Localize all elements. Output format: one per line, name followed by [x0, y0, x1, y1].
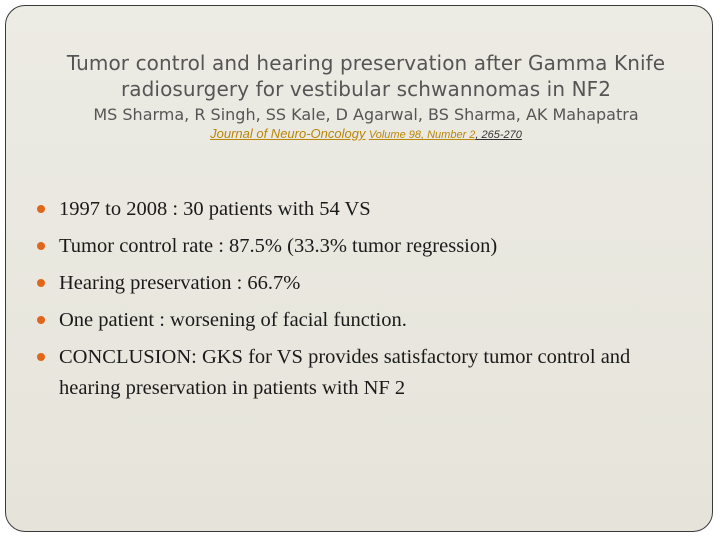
- bullet-item: [36, 194, 686, 225]
- bullet-dot-icon: [37, 205, 45, 213]
- bullet-text: One patient : worsening of facial function.: [59, 309, 407, 331]
- slide-title-line-1: Tumor control and hearing preservation after Gamma Knife: [66, 51, 666, 75]
- bullet-item: [36, 231, 686, 262]
- bullet-dot-icon: [37, 353, 45, 361]
- bullet-text: Tumor control rate : 87.5% (33.3% tumor regression): [59, 235, 498, 257]
- slide-title-line-2: radiosurgery for vestibular schwannomas in NF2: [120, 77, 612, 101]
- bullet-text: Hearing preservation : 66.7%: [59, 272, 301, 294]
- bullet-dot-icon: [37, 279, 45, 287]
- slide: [5, 5, 713, 532]
- page-range: , 265-270: [475, 129, 522, 141]
- bullet-list: [36, 194, 686, 410]
- bullet-text: 1997 to 2008 : 30 patients with 54 VS: [59, 198, 371, 220]
- bullet-item: [36, 268, 686, 299]
- journal-link[interactable]: Journal of Neuro-Oncology: [210, 126, 366, 141]
- bullet-text: CONCLUSION: GKS for VS provides satisfactory tumor control and hearing preservation in patients with NF 2: [59, 346, 631, 399]
- bullet-item: [36, 342, 686, 404]
- title-block: [36, 50, 696, 143]
- bullet-dot-icon: [37, 242, 45, 250]
- bullet-dot-icon: [37, 316, 45, 324]
- citation: [36, 126, 696, 143]
- volume-link[interactable]: Volume 98, Number 2: [368, 129, 476, 141]
- bullet-item: [36, 305, 686, 336]
- authors: MS Sharma, R Singh, SS Kale, D Agarwal, BS Sharma, AK Mahapatra: [93, 105, 639, 124]
